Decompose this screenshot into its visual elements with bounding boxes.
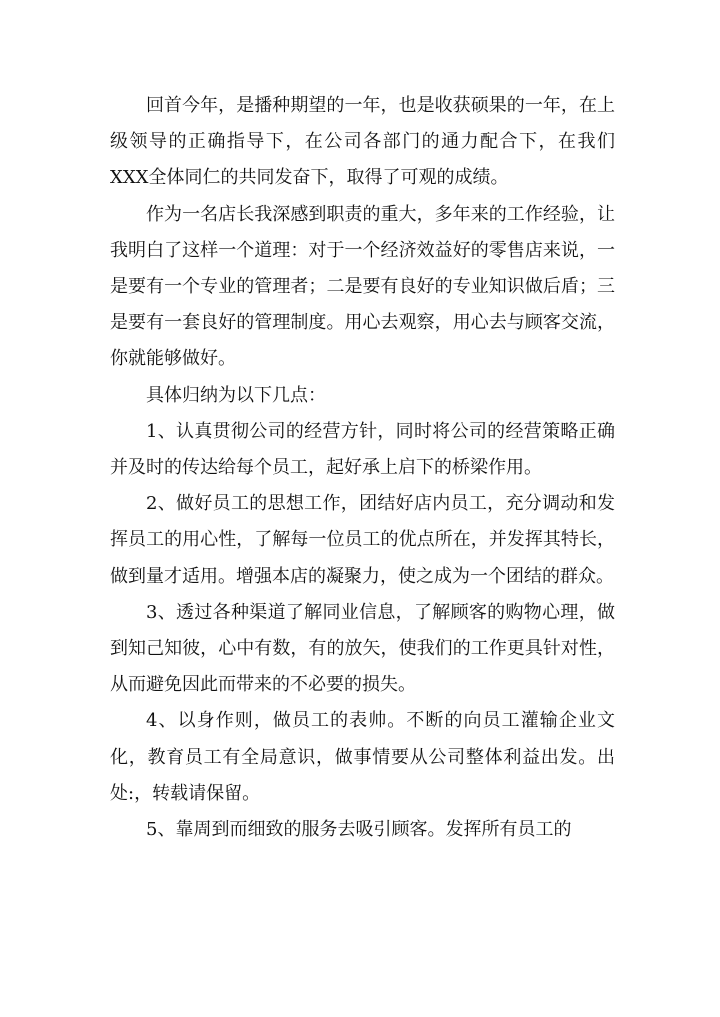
paragraph-intro: 回首今年，是播种期望的一年，也是收获硕果的一年，在上级领导的正确指导下，在公司各部门的通力配合下，在我们XXX全体同仁的共同发奋下，取得了可观的成绩。 (110, 95, 615, 189)
paragraph-point-4: 4、以身作则，做员工的表帅。不断的向员工灌输企业文化，教育员工有全局意识，做事情要从公司整体利益出发。出处:，转载请保留。 (110, 710, 615, 804)
paragraph-point-3: 3、透过各种渠道了解同业信息，了解顾客的购物心理，做到知己知彼，心中有数，有的放矢，使我们的工作更具针对性，从而避免因此而带来的不必要的损失。 (110, 601, 615, 696)
paragraph-point-2: 2、做好员工的思想工作，团结好店内员工，充分调动和发挥员工的用心性，了解每一位员工的优点所在，并发挥其特长，做到量才适用。增强本店的凝聚力，使之成为一个团结的群众。 (110, 493, 615, 587)
paragraph-point-1: 1、认真贯彻公司的经营方针，同时将公司的经营策略正确并及时的传达给每个员工，起好承上启下的桥梁作用。 (110, 420, 615, 479)
paragraph-summary-heading: 具体归纳为以下几点： (146, 384, 326, 406)
document-body (110, 88, 615, 848)
paragraph-point-5: 5、靠周到而细致的服务去吸引顾客。发挥所有员工的 (146, 819, 572, 841)
paragraph-store-manager: 作为一名店长我深感到职责的重大，多年来的工作经验，让我明白了这样一个道理：对于一个经济效益好的零售店来说，一是要有一个专业的管理者；二是要有良好的专业知识做后盾；三是要有一套良好的管理制度。用心去观察，用心去与顾客交流，你就能够做好。 (110, 203, 615, 370)
